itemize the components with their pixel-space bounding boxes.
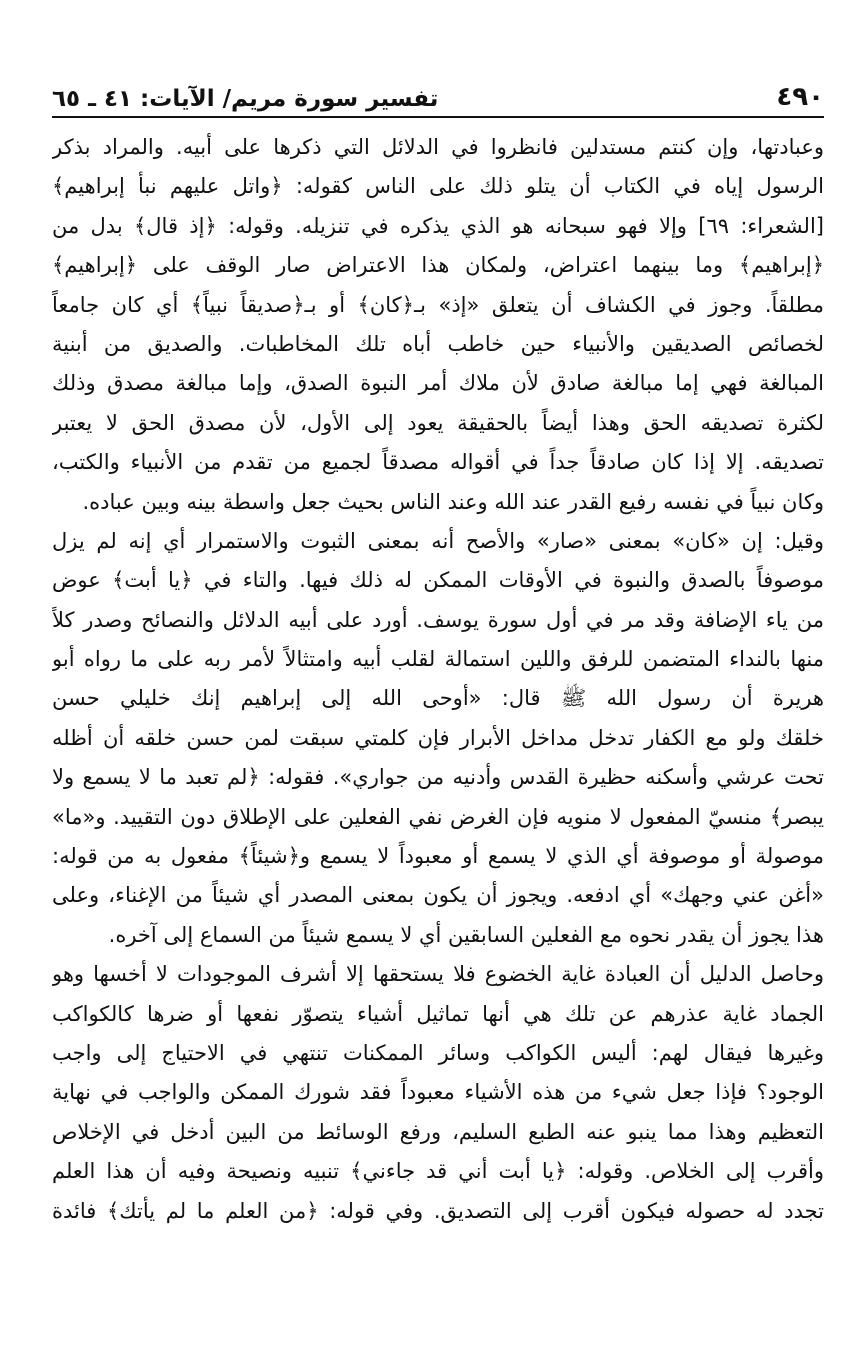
text-line: خلقك ولو مع الكفار تدخل مداخل الأبرار فإن كلمتي سبقت لمن حسن خلقه أن أظله xyxy=(52,725,824,750)
text-line: منها بالنداء المتضمن للرفق واللين استمالة لقلب أبيه وامتثالاً لأمر ربه على ما رواه أبو xyxy=(52,647,824,672)
body-text xyxy=(52,128,824,1231)
text-line: [الشعراء: ٦٩] وإلا فهو سبحانه هو الذي يذكره في تنزيله. وقوله: ﴿إذ قال﴾ بدل من xyxy=(52,213,824,238)
text-line: هذا يجوز أن يقدر نحوه مع الفعلين السابقين أي لا يسمع شيئاً من السماع إلى آخره. xyxy=(108,922,824,947)
text-line: الوجود؟ فإذا جعل شيء من هذه الأشياء معبوداً فقد شورك الممكن والواجب في نهاية xyxy=(52,1080,824,1105)
text-line: الجماد غاية عذرهم عن تلك هي أنها تماثيل أشياء يتصوّر نفعها أو ضرها كالكواكب xyxy=(52,1001,824,1026)
text-line: موصولة أو موصوفة أي الذي لا يسمع أو معبوداً لا يسمع و﴿شيئاً﴾ مفعول به من قوله: xyxy=(52,844,824,869)
text-line: هريرة أن رسول الله ﷺ قال: «أوحى الله إلى إبراهيم إنك خليلي حسن xyxy=(52,686,824,711)
text-line: «أغن عني وجهك» أي ادفعه. ويجوز أن يكون بمعنى المصدر أي شيئاً من الإغناء، وعلى xyxy=(52,883,824,908)
text-line: المبالغة فهي إما مبالغة صادق لأن ملاك أمر النبوة الصدق، وإما مبالغة مصدق وذلك xyxy=(52,371,824,396)
book-page xyxy=(52,70,824,1350)
text-line: وعبادتها، وإن كنتم مستدلين فانظروا في الدلائل التي ذكرها على أبيه. والمراد بذكر xyxy=(52,135,824,159)
text-line: موصوفاً بالصدق والنبوة في الأوقات الممكن له ذلك فيها. والتاء في ﴿يا أبت﴾ عوض xyxy=(52,568,824,593)
running-title: تفسير سورة مريم/ الآيات: ٤١ ـ ٦٥ xyxy=(52,86,439,112)
text-line: تصديقه. إلا إذا كان صادقاً جداً في أقواله مصدقاً لجميع من تقدم من الأنبياء والكتب، xyxy=(52,450,824,475)
text-line: لخصائص الصديقين والأنبياء حين خاطب أباه تلك المخاطبات. والصديق من أبنية xyxy=(52,331,824,356)
text-line: ﴿إبراهيم﴾ وما بينهما اعتراض، ولمكان هذا الاعتراض صار الوقف على ﴿إبراهيم﴾ xyxy=(52,253,824,278)
text-line: تحت عرشي وأسكنه حظيرة القدس وأدنيه من جواري». فقوله: ﴿لم تعبد ما لا يسمع ولا xyxy=(52,765,824,790)
text-line: وكان نبياً في نفسه رفيع القدر عند الله وعند الناس بحيث جعل واسطة بينه وبين عباده. xyxy=(82,489,824,514)
text-line: الرسول إياه في الكتاب أن يتلو ذلك على الناس كقوله: ﴿واتل عليهم نبأ إبراهيم﴾ xyxy=(52,174,824,199)
text-line: وقيل: إن «كان» بمعنى «صار» والأصح أنه بمعنى الثبوت والاستمرار أي إنه لم يزل xyxy=(52,528,824,553)
text-line: وغيرها فيقال لهم: أليس الكواكب وسائر الممكنات تنتهي في الاحتياج إلى واجب xyxy=(52,1040,824,1065)
text-line: يبصر﴾ منسيّ المفعول لا منويه فإن الغرض نفي الفعلين على الإطلاق دون التقييد. و«ما» xyxy=(52,804,824,829)
text-line: وأقرب إلى الخلاص. وقوله: ﴿يا أبت أني قد جاءني﴾ تنبيه ونصيحة وفيه أن هذا العلم xyxy=(52,1159,824,1184)
page-number: ٤٩٠ xyxy=(776,82,824,112)
running-header xyxy=(52,70,824,118)
text-line: وحاصل الدليل أن العبادة غاية الخضوع فلا يستحقها إلا أشرف الموجودات لا أخسها وهو xyxy=(52,962,824,987)
text-line: التعظيم وهذا مما ينبو عنه الطبع السليم، ورفع الوسائط من البين أدخل في الإخلاص xyxy=(52,1119,824,1144)
text-line: تجدد له حصوله فيكون أقرب إلى التصديق. وفي قوله: ﴿من العلم ما لم يأتك﴾ فائدة xyxy=(52,1198,824,1223)
text-line: لكثرة تصديقه الحق وهذا أيضاً بالحقيقة يعود إلى الأول، لأن مصدق الحق لا يعتبر xyxy=(52,410,824,435)
text-line: من ياء الإضافة وقد مر في أول سورة يوسف. أورد على أبيه الدلائل والنصائح وصدر كلاً xyxy=(52,607,824,632)
text-line: مطلقاً. وجوز في الكشاف أن يتعلق «إذ» بـ﴿كان﴾ أو بـ﴿صديقاً نبياً﴾ أي كان جامعاً xyxy=(52,292,824,317)
